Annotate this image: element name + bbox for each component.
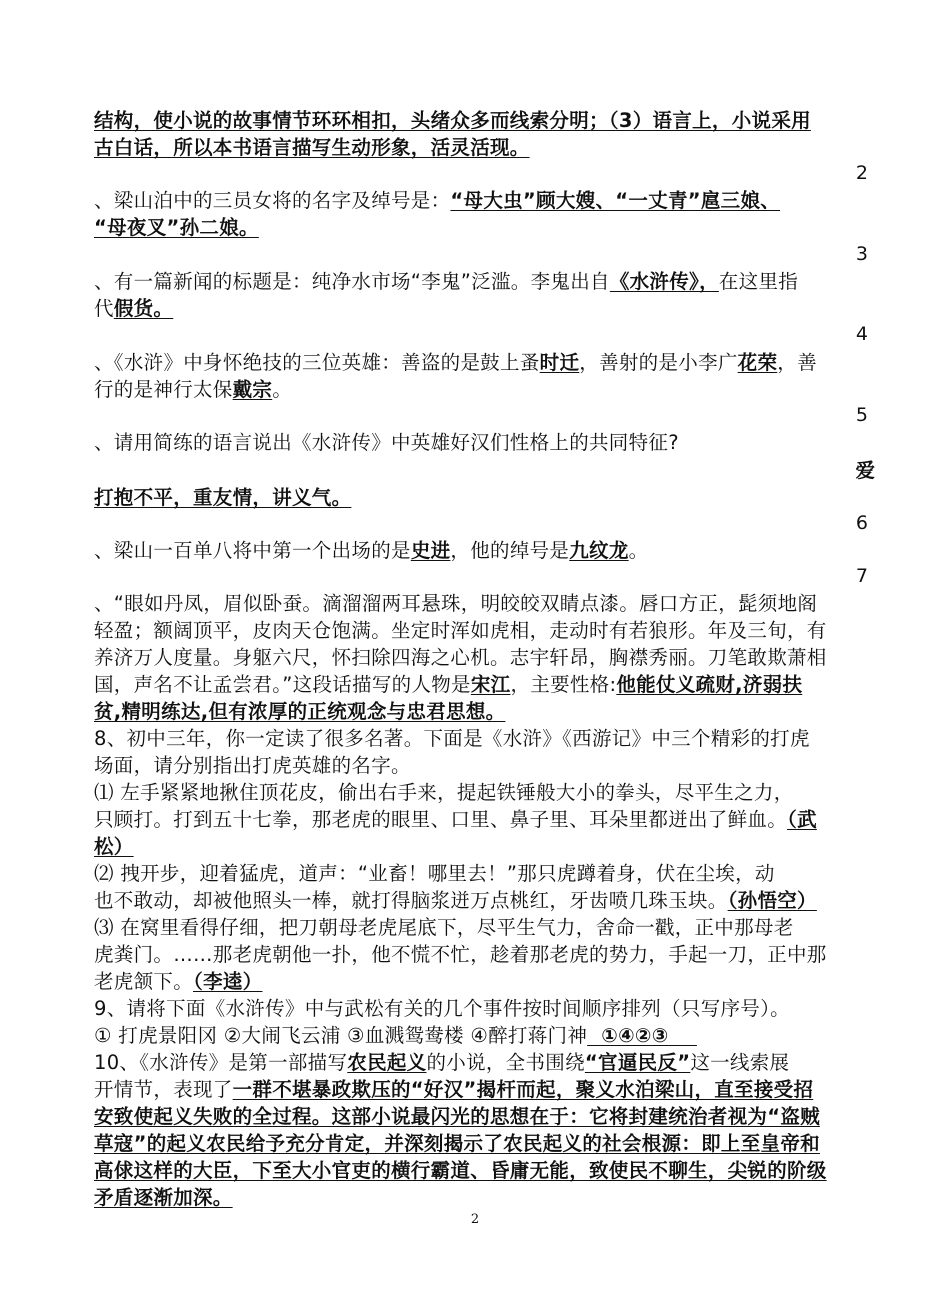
question-number: 2: [855, 162, 868, 184]
answer: 一群不堪暴政欺压的“好汉”揭杆而起，聚义水泊梁山，直至接受招: [232, 1078, 814, 1101]
question-10-line: 开情节，表现了一群不堪暴政欺压的“好汉”揭杆而起，聚义水泊梁山，直至接受招: [94, 1078, 814, 1101]
answer-line: 矛盾逐渐加深。: [94, 1186, 233, 1209]
question-7-line: 轻盈；额阔顶平，皮肉天仓饱满。坐定时浑如虎相，走动时有若狼形。年及三旬，有: [94, 619, 827, 642]
answer-line: 松）: [94, 835, 134, 858]
question-8-1-line: 只顾打。打到五十七拳，那老虎的眼里、口里、鼻子里、耳朵里都迸出了鲜血。（武: [94, 808, 817, 831]
answer: 史进: [410, 539, 451, 562]
question-3-line-1: 、有一篇新闻的标题是：纯净水市场“李鬼”泛滥。李鬼出自《水浒传》，在这里指: [94, 270, 799, 293]
question-8-3-line: ⑶ 在窝里看得仔细，把刀朝母老虎尾底下，尽平生气力，舍命一戳，正中那母老: [94, 916, 794, 939]
question-9-line: 9、请将下面《水浒传》中与武松有关的几个事件按时间顺序排列（只写序号）。: [94, 997, 790, 1020]
question-number: 7: [855, 565, 868, 587]
question-7-line: 国，声名不让孟尝君。”这段话描写的人物是宋江，主要性格:他能仗义疏财,济弱扶: [94, 673, 803, 696]
answer: 九纹龙: [569, 539, 629, 562]
answer-line: “母夜叉”孙二娘。: [94, 216, 259, 239]
question-number: 6: [855, 512, 868, 534]
question-8-1-line: ⑴ 左手紧紧地揪住顶花皮，偷出右手来，提起铁锤般大小的拳头，尽平生之力，: [94, 781, 794, 804]
answer: （孙悟空）: [727, 889, 817, 912]
question-8-line: 场面，请分别指出打虎英雄的名字。: [94, 754, 411, 777]
answer: 《水浒传》，: [609, 270, 719, 293]
answer: 戴宗: [232, 378, 273, 401]
answer: 农民起义: [347, 1051, 427, 1074]
question-8-3-line: 老虎颔下。（李逵）: [94, 970, 263, 993]
answer: 他能仗义疏财,济弱扶: [616, 673, 803, 696]
answer-line: 打抱不平，重友情，讲义气。: [94, 486, 352, 509]
question-6-line: 、梁山一百单八将中第一个出场的是史进，他的绰号是九纹龙。: [94, 539, 649, 562]
question-10-line: 10、《水浒传》是第一部描写农民起义的小说，全书围绕“官逼民反”这一线索展: [94, 1051, 790, 1074]
answer: “官逼民反”: [584, 1051, 691, 1074]
answer: 花荣: [737, 351, 778, 374]
answer: 宋江: [470, 673, 511, 696]
question-8-2-line: ⑵ 拽开步，迎着猛虎，道声：“业畜！哪里去！”那只虎蹲着身，伏在尘埃，动: [94, 862, 775, 885]
question-3-line-2: 代假货。: [94, 297, 174, 320]
answer: 时迁: [539, 351, 580, 374]
question-7-line: 、“眼如丹凤，眉似卧蚕。滴溜溜两耳悬珠，明皎皎双睛点漆。唇口方正，髭须地阁: [94, 592, 818, 615]
answer-line: 贫,精明练达,但有浓厚的正统观念与忠君思想。: [94, 700, 506, 723]
question-4-line-2: 行的是神行太保戴宗。: [94, 378, 293, 401]
answer-line: 安致使起义失败的全过程。这部小说最闪光的思想在于：它将封建统治者视为“盗贼: [94, 1105, 820, 1128]
answer-line: 古白话，所以本书语言描写生动形象，活灵活现。: [94, 136, 530, 159]
answer-line: 结构，使小说的故事情节环环相扣，头绪众多而线索分明；（3）语言上，小说采用: [94, 109, 811, 132]
question-4-line-1: 、《水浒》中身怀绝技的三位英雄：善盗的是鼓上蚤时迁，善射的是小李广花荣，善: [94, 351, 817, 374]
question-8-2-line: 也不敢动，却被他照头一棒，就打得脑浆迸万点桃红，牙齿喷几珠玉块。（孙悟空）: [94, 889, 817, 912]
answer: （武: [787, 808, 817, 831]
answer-fragment: 爱: [855, 459, 875, 482]
question-8-line: 8、初中三年，你一定读了很多名著。下面是《水浒》《西游记》中三个精彩的打虎: [94, 727, 810, 750]
answer: “母大虫”顾大嫂、“一丈青”扈三娘、: [450, 189, 781, 212]
page-number: 2: [470, 1212, 480, 1227]
answer: 假货。: [113, 297, 174, 320]
answer-line: 高俅这样的大臣，下至大小官吏的横行霸道、昏庸无能，致使民不聊生，尖锐的阶级: [94, 1159, 827, 1182]
question-number: 5: [855, 404, 868, 426]
answer-line: 草寇”的起义农民给予充分肯定，并深刻揭示了农民起义的社会根源：即上至皇帝和: [94, 1132, 820, 1155]
question-5-line: 、请用简练的语言说出《水浒传》中英雄好汉们性格上的共同特征?: [94, 431, 679, 454]
question-9-line: ① 打虎景阳冈 ②大闹飞云浦 ③血溅鸳鸯楼 ④醉打蒋门神 ①④②③: [94, 1024, 697, 1047]
question-7-line: 养济万人度量。身躯六尺，怀扫除四海之心机。志宇轩昂，胸襟秀丽。刀笔敢欺萧相: [94, 646, 827, 669]
answer: （李逵）: [193, 970, 263, 993]
question-number: 4: [855, 323, 868, 345]
question-2-line-1: 、梁山泊中的三员女将的名字及绰号是：“母大虫”顾大嫂、“一丈青”扈三娘、: [94, 189, 781, 212]
answer: ①④②③: [587, 1024, 697, 1047]
question-number: 3: [855, 243, 868, 265]
question-8-3-line: 虎粪门。……那老虎朝他一扑，他不慌不忙，趁着那老虎的势力，手起一刀，正中那: [94, 943, 827, 966]
